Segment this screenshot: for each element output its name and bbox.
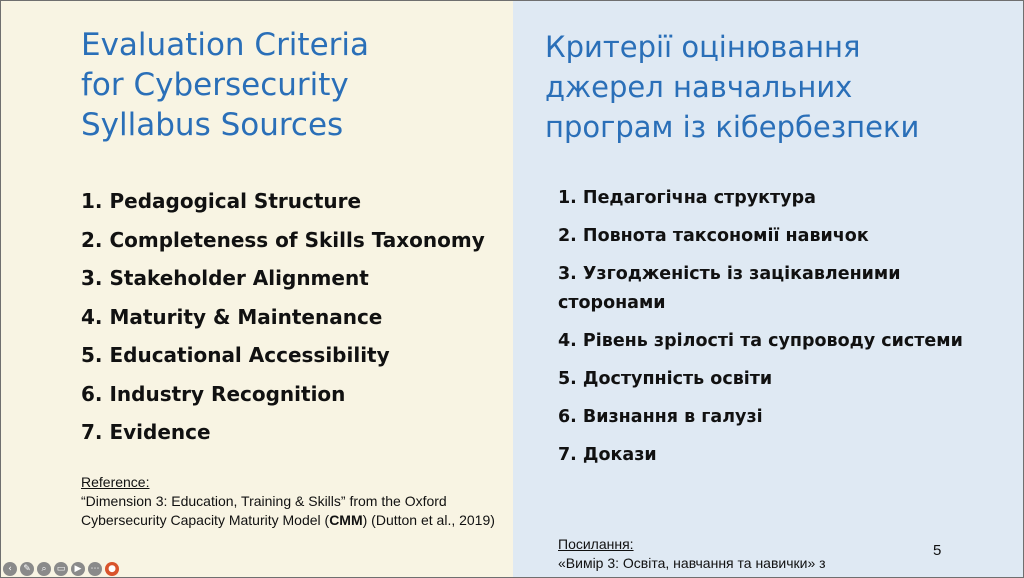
ukrainian-reference: [558, 535, 988, 573]
back-icon[interactable]: ‹: [3, 562, 17, 576]
english-title-line: Evaluation Criteria: [81, 27, 370, 63]
english-reference-acronym: CMM: [329, 512, 363, 528]
ukrainian-criterion: 1. Педагогічна структура: [558, 188, 816, 208]
captions-icon[interactable]: ▭: [54, 562, 68, 576]
ukrainian-reference-heading: Посилання:: [558, 536, 634, 552]
english-title-line: for Cybersecurity: [81, 67, 349, 103]
ukrainian-criterion: 4. Рівень зрілості та супроводу системи: [558, 331, 963, 351]
english-criterion: 1. Pedagogical Structure: [81, 189, 362, 213]
ukrainian-criterion: 3. Узгодженість із зацікавленими сторонами: [558, 264, 901, 313]
ukrainian-criterion: 5. Доступність освіти: [558, 369, 773, 389]
english-criterion: 4. Maturity & Maintenance: [81, 304, 383, 329]
english-criterion: 2. Completeness of Skills Taxonomy: [81, 227, 485, 252]
ukrainian-criteria-list: [558, 184, 978, 479]
presentation-toolbar: [3, 560, 119, 578]
ukrainian-title: [545, 27, 985, 147]
ukrainian-criterion: 7. Докази: [558, 445, 657, 465]
ukrainian-title-line: програм із кібербезпеки: [545, 110, 920, 144]
english-criteria-list: [81, 182, 511, 452]
english-title-line: Syllabus Sources: [81, 107, 344, 143]
english-criterion: 7. Evidence: [81, 420, 211, 444]
english-reference: [81, 473, 501, 530]
english-panel: [1, 1, 513, 578]
ukrainian-title-line: Критерії оцінювання: [545, 30, 861, 64]
ukrainian-criterion: 2. Повнота таксономії навичок: [558, 226, 869, 246]
english-reference-heading: Reference:: [81, 474, 150, 490]
pen-icon[interactable]: ✎: [20, 562, 34, 576]
slide-page-number: 5: [933, 542, 942, 559]
record-icon[interactable]: ●: [105, 562, 119, 576]
english-criterion: 3. Stakeholder Alignment: [81, 266, 369, 290]
english-title: [81, 25, 501, 145]
english-reference-text: “Dimension 3: Education, Training & Skills” from the Oxford Cybersecurity Capacity Maturity Model (: [81, 493, 447, 528]
zoom-icon[interactable]: ⌕: [37, 562, 51, 576]
ukrainian-reference-text: «Вимір 3: Освіта, навчання та навички» з: [558, 555, 826, 571]
english-criterion: 5. Educational Accessibility: [81, 343, 390, 367]
ukrainian-title-line: джерел навчальних: [545, 70, 853, 104]
camera-icon[interactable]: ▶: [71, 562, 85, 576]
english-criterion: 6. Industry Recognition: [81, 381, 346, 406]
ukrainian-criterion: 6. Визнання в галузі: [558, 407, 763, 427]
english-reference-text-end: ) (Dutton et al., 2019): [362, 512, 495, 528]
more-icon[interactable]: ⋯: [88, 562, 102, 576]
